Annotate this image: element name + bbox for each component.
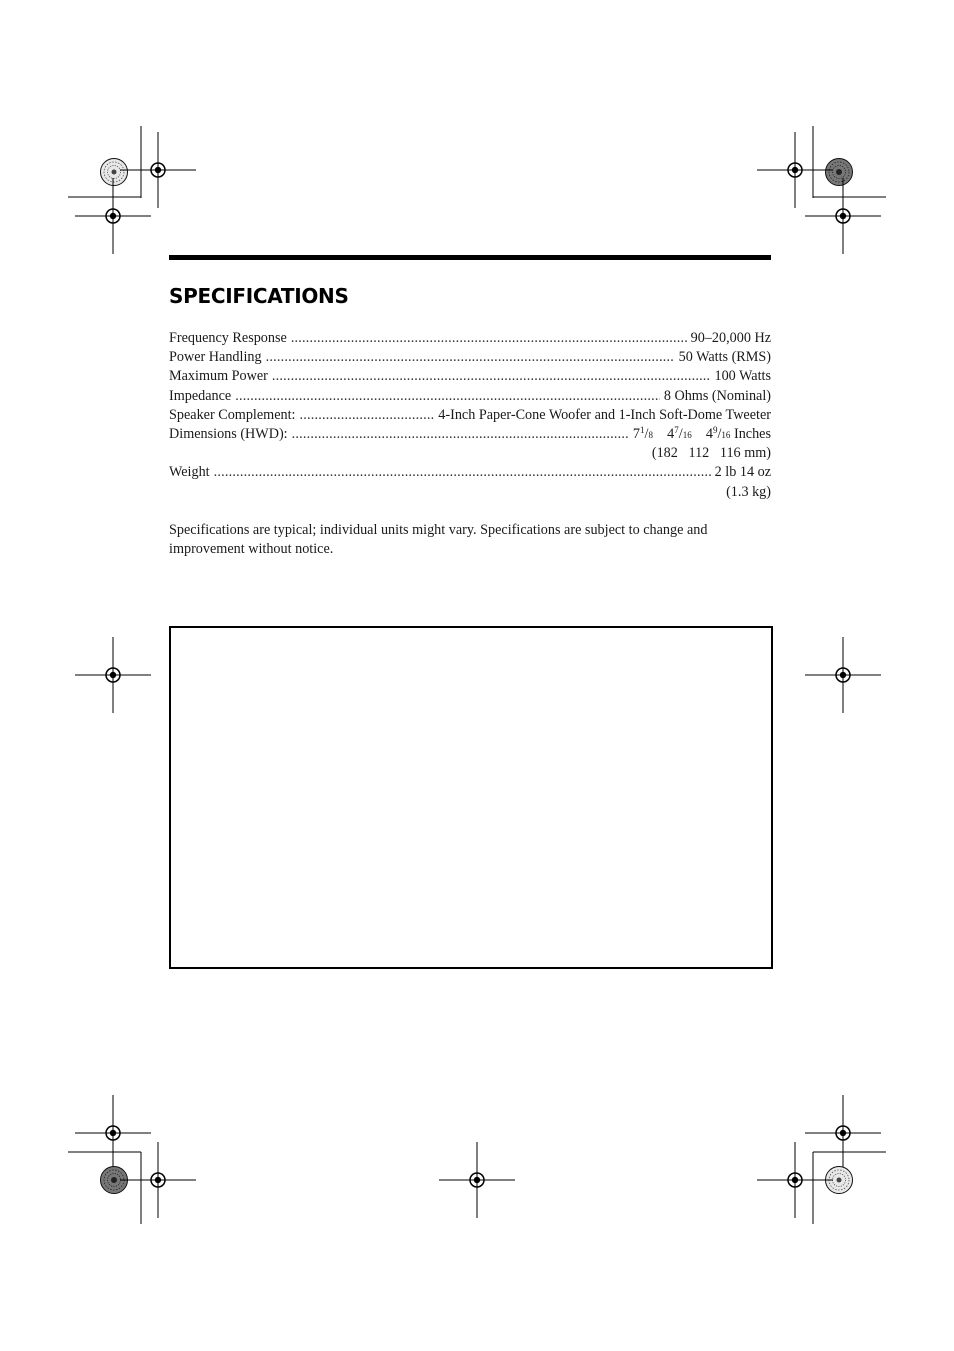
page-title: SPECIFICATIONS bbox=[169, 284, 349, 308]
dimensions-unit: Inches bbox=[733, 425, 771, 442]
color-swatch-mark bbox=[826, 159, 853, 186]
spec-label: Maximum Power bbox=[169, 368, 268, 385]
spec-value: 90–20,000 Hz bbox=[690, 330, 771, 346]
crosshair-mark bbox=[75, 178, 151, 254]
spec-value: 4-Inch Paper-Cone Woofer and 1-Inch Soft-Dome Tweeter bbox=[438, 406, 771, 423]
crosshair-mark bbox=[75, 1095, 151, 1171]
spec-value: 50 Watts (RMS) bbox=[678, 349, 771, 366]
spec-label: Power Handling bbox=[169, 349, 262, 366]
spec-label: Impedance bbox=[169, 387, 232, 404]
depth-whole: 4 bbox=[705, 425, 713, 442]
spec-label: Speaker Complement: bbox=[169, 406, 296, 423]
spec-value: 8 Ohms (Nominal) bbox=[663, 387, 771, 404]
spec-value: (1.3 kg) bbox=[726, 483, 771, 500]
spec-label: Dimensions (HWD): bbox=[169, 425, 288, 442]
spec-label: Frequency Response bbox=[169, 330, 287, 346]
spec-value: $7^1/8$ $4^7/16$ $4^9/16$ Inches bbox=[632, 424, 771, 442]
spec-value: (182 112 116 mm) bbox=[651, 445, 771, 462]
color-swatch-mark bbox=[101, 159, 128, 186]
crosshair-mark bbox=[805, 1095, 881, 1171]
crosshair-mark bbox=[75, 637, 151, 713]
width-denominator: 16 bbox=[682, 429, 692, 440]
height-denominator: 8 bbox=[648, 429, 653, 440]
spec-label: Weight bbox=[169, 464, 210, 481]
crosshair-mark bbox=[805, 637, 881, 713]
depth-denominator: 16 bbox=[721, 429, 731, 440]
width-numerator: 7 bbox=[674, 424, 679, 435]
crosshair-mark bbox=[757, 1142, 833, 1218]
crosshair-mark bbox=[439, 1142, 515, 1218]
spec-value: 2 lb 14 oz bbox=[714, 464, 771, 481]
depth-numerator: 9 bbox=[712, 424, 718, 435]
crosshair-mark bbox=[805, 178, 881, 254]
height-numerator: 1 bbox=[640, 424, 645, 435]
width-whole: 4 bbox=[667, 425, 675, 442]
specifications-note: Specifications are typical; individual units might vary. Specifications are subject to change and improvement without notice. bbox=[169, 522, 708, 558]
height-whole: 7 bbox=[632, 425, 640, 442]
spec-value: 100 Watts bbox=[714, 368, 771, 385]
crosshair-mark bbox=[120, 1142, 196, 1218]
